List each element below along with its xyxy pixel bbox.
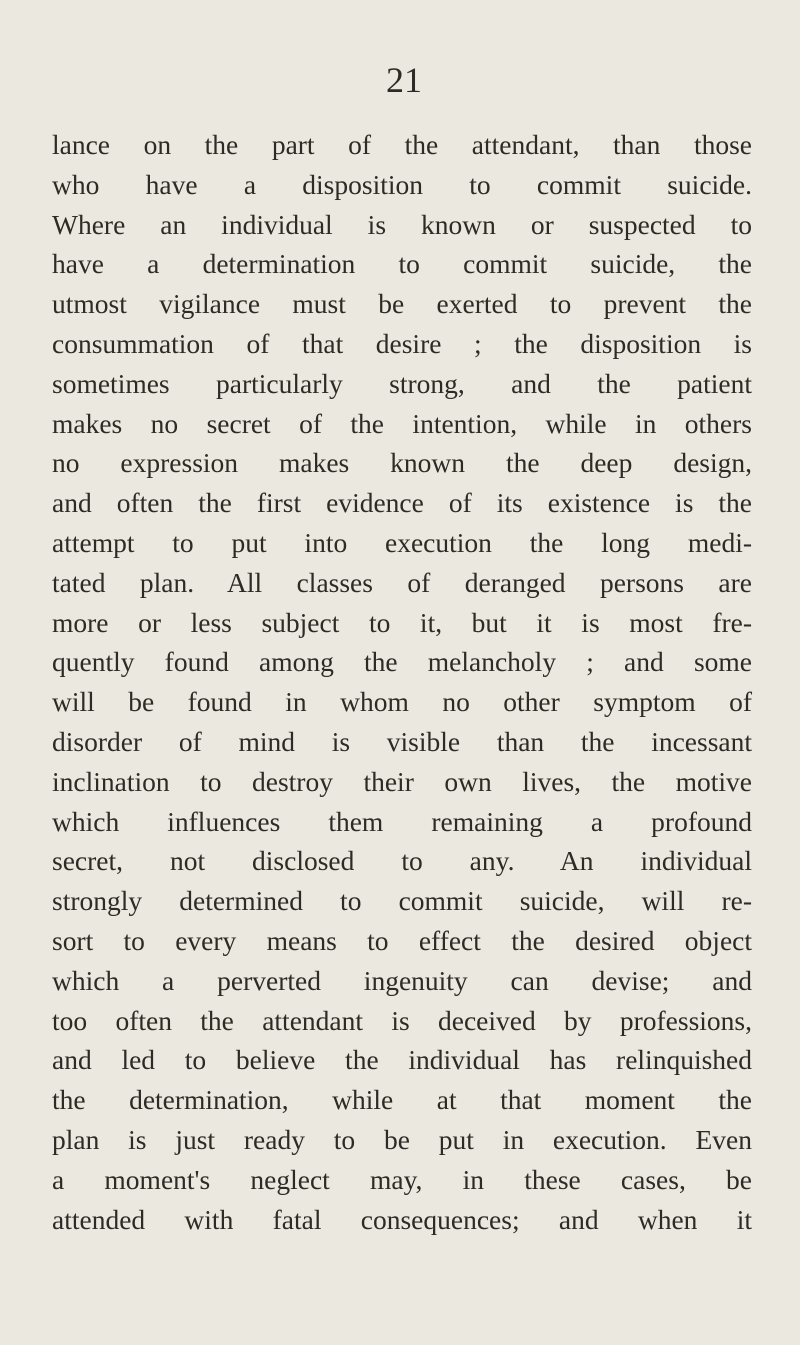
text-line: no expression makes known the deep design,	[52, 447, 752, 479]
text-line: will be found in whom no other symptom of	[52, 686, 752, 718]
body-text	[52, 125, 752, 1239]
text-line: secret, not disclosed to any. An individual	[52, 845, 752, 877]
text-line: and led to believe the individual has relinquished	[52, 1044, 752, 1076]
text-line: the determination, while at that moment the	[52, 1084, 752, 1116]
text-line: attempt to put into execution the long medi-	[52, 526, 752, 558]
text-line: lance on the part of the attendant, than those	[52, 129, 752, 160]
text-line: which a perverted ingenuity can devise; and	[52, 964, 752, 996]
text-line: more or less subject to it, but it is most fre-	[52, 606, 752, 638]
text-line: plan is just ready to be put in execution. Even	[52, 1123, 752, 1155]
text-line: disorder of mind is visible than the incessant	[52, 725, 752, 757]
text-line: utmost vigilance must be exerted to prevent the	[52, 288, 752, 320]
text-line: sort to every means to effect the desired object	[52, 924, 752, 956]
text-line: who have a disposition to commit suicide.	[52, 168, 752, 200]
text-line: which influences them remaining a profound	[52, 805, 752, 837]
text-line: and often the first evidence of its existence is the	[52, 487, 752, 519]
text-line: have a determination to commit suicide, the	[52, 248, 752, 280]
page-number: 21	[386, 60, 422, 100]
text-line: sometimes particularly strong, and the patient	[52, 367, 752, 399]
text-line: consummation of that desire ; the disposition is	[52, 327, 752, 359]
text-line: strongly determined to commit suicide, will re-	[52, 885, 752, 917]
text-line: Where an individual is known or suspected to	[52, 208, 752, 240]
text-line: a moment's neglect may, in these cases, be	[52, 1163, 752, 1195]
text-line: makes no secret of the intention, while in others	[52, 407, 752, 439]
text-line: quently found among the melancholy ; and some	[52, 646, 752, 678]
text-line: attended with fatal consequences; and when it	[52, 1203, 752, 1235]
text-line: inclination to destroy their own lives, the motive	[52, 765, 752, 797]
text-line: tated plan. All classes of deranged persons are	[52, 566, 752, 598]
text-line: too often the attendant is deceived by professions,	[52, 1004, 752, 1036]
